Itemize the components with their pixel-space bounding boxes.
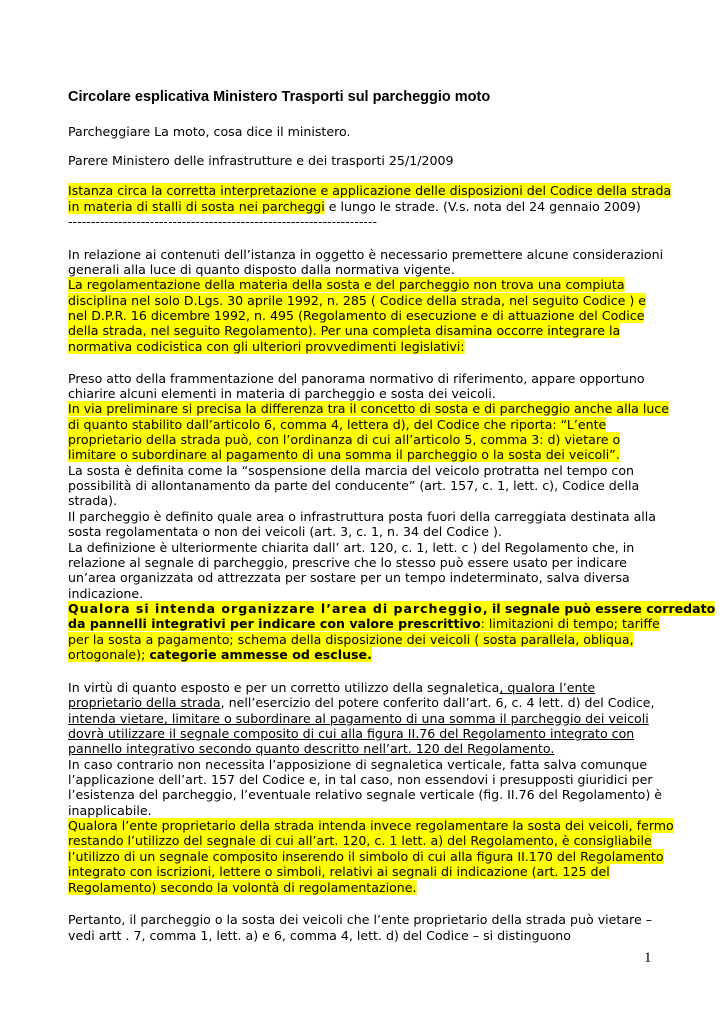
highlighted-text: La regolamentazione della materia della sosta e del parcheggio non trova una compiuta [68, 277, 625, 292]
text-line [68, 371, 645, 386]
text-line [68, 555, 627, 570]
highlighted-text: normativa codicistica con gli ulteriori provvedimenti legislativi: [68, 339, 465, 354]
text-line [68, 695, 654, 710]
text-segment: strada). [68, 493, 118, 508]
text-segment: generali alla luce di quanto disposto dalla normativa vigente. [68, 262, 455, 277]
text-segment: inapplicabile. [68, 803, 152, 818]
text-segment: l’applicazione dell’art. 157 del Codice e, in tal caso, non essendovi i presupposti giuridici per [68, 772, 653, 787]
text-segment: La sosta è definita come la “sospensione della marcia del veicolo protratta nel tempo con [68, 463, 635, 478]
text-line [68, 880, 417, 895]
text-line [68, 247, 663, 262]
text-segment: La definizione è ulteriormente chiarita dall’ art. 120, c. 1, lett. c ) del Regolamento che, in [68, 540, 635, 555]
text-line [68, 632, 634, 647]
text-segment: un’area organizzata od attrezzata per sostare per un tempo indeterminato, salva diversa [68, 570, 630, 585]
text-line [68, 787, 662, 802]
text-line [68, 509, 656, 524]
text-line [68, 772, 653, 787]
text-line [68, 323, 620, 338]
underlined-text: proprietario della strada [68, 695, 221, 710]
underlined-text: pannello integrativo secondo quanto descritto nell’art. 120 del Regolamento. [68, 741, 555, 756]
text-line [68, 570, 630, 585]
text-line [68, 849, 664, 864]
text-segment: In caso contrario non necessita l’apposizione di segnaletica verticale, fatta salva comunque [68, 757, 648, 772]
text-segment: Preso atto della frammentazione del panorama normativo di riferimento, appare opportuno [68, 371, 645, 386]
text-segment: In virtù di quanto esposto e per un corretto utilizzo della segnaletica [68, 680, 500, 695]
text-segment: -------------------------------------------------------------------- [68, 214, 378, 229]
text-segment: chiarire alcuni elementi in materia di parcheggio e sosta dei veicoli. [68, 386, 496, 401]
highlighted-text: limitare o subordinare al pagamento di una somma il parcheggio o la sosta dei veicoli”. [68, 447, 620, 462]
text-segment: vedi artt . 7, comma 1, lett. a) e 6, comma 4, lett. d) del Codice – si distinguono [68, 928, 571, 943]
text-line [68, 726, 634, 741]
underlined-text: dovrà utilizzare il segnale composito di cui alla figura II.76 del Regolamento integrato con [68, 726, 635, 741]
text-line [68, 262, 455, 277]
text-line [68, 401, 669, 416]
highlighted-text: l’utilizzo di un segnale composito inserendo il simbolo di cui alla figura II.170 del Regolamento [68, 849, 664, 864]
text-segment: Parcheggiare La moto, cosa dice il ministero. [68, 124, 351, 139]
highlighted-text: della strada, nel seguito Regolamento). Per una completa disamina occorre integrare la [68, 323, 621, 338]
text-line [68, 493, 117, 508]
text-segment: Parere Ministero delle infrastrutture e dei trasporti 25/1/2009 [68, 153, 454, 168]
text-line [68, 711, 649, 726]
highlighted-text: Qualora si intenda organizzare l’area di parcheggio [68, 601, 483, 616]
text-line [68, 293, 646, 308]
text-line [68, 432, 620, 447]
text-line [68, 647, 372, 662]
highlighted-text: in materia di stalli di sosta nei parcheggi [68, 199, 325, 214]
text-line [68, 463, 634, 478]
text-segment: , nell’esercizio del potere conferito dall’art. 6, c. 4 lett. d) del Codice, [220, 695, 655, 710]
text-line [68, 277, 625, 292]
text-segment: In relazione ai contenuti dell’istanza in oggetto è necessario premettere alcune considerazioni [68, 247, 664, 262]
highlighted-text: da pannelli integrativi per indicare con valore prescrittivo [68, 616, 481, 631]
text-line [68, 586, 143, 601]
text-segment: Pertanto, il parcheggio o la sosta dei veicoli che l’ente proprietario della strada può vietare – [68, 912, 653, 927]
text-segment: Il parcheggio è definito quale area o infrastruttura posta fuori della carreggiata destinata alla [68, 509, 657, 524]
document-title: Circolare esplicativa Ministero Trasporti sul parcheggio moto [68, 89, 491, 105]
text-line [68, 308, 644, 323]
text-line [68, 153, 454, 168]
text-line [68, 757, 647, 772]
highlighted-text: In via preliminare si precisa la differenza tra il concetto di sosta e di parcheggio anche alla luce [68, 401, 669, 416]
text-line [68, 124, 350, 139]
text-segment: relazione al segnale di parcheggio, prescrive che lo stesso può essere usato per indicare [68, 555, 627, 570]
text-line [68, 339, 465, 354]
text-line [68, 199, 641, 214]
highlighted-text: ortogonale); [68, 647, 150, 662]
text-line [68, 741, 554, 756]
highlighted-text: proprietario della strada può, con l’ordinanza di cui all’articolo 5, comma 3: d) vietare o [68, 432, 621, 447]
highlighted-text: restando l’utilizzo del segnale di cui all’art. 120, c. 1 lett. a) del Regolamento, è consigliabile [68, 833, 652, 848]
highlighted-text: per la sosta a pagamento; schema della disposizione dei veicoli ( sosta parallela, obliqua, [68, 632, 634, 647]
highlighted-text: Regolamento) secondo la volontà di regolamentazione. [68, 880, 417, 895]
text-line [68, 524, 502, 539]
highlighted-text: di quanto stabilito dall’articolo 6, comma 4, lettera d), del Codice che riporta: “L’ente [68, 417, 607, 432]
highlighted-text: Qualora l’ente proprietario della strada intenda invece regolamentare la sosta dei veicoli, fermo [68, 818, 674, 833]
highlighted-text: Istanza circa la corretta interpretazione e applicazione delle disposizioni del Codice della strada [68, 183, 672, 198]
text-line [68, 616, 660, 631]
text-line [68, 540, 634, 555]
highlighted-text: , il segnale può essere corredato [482, 601, 716, 616]
text-line [68, 447, 620, 462]
text-line [68, 417, 606, 432]
text-segment: indicazione. [68, 586, 144, 601]
page-number: 1 [644, 950, 652, 966]
text-line [68, 912, 652, 927]
text-line [68, 601, 715, 616]
text-segment: sosta regolamentata o non dei veicoli (art. 3, c. 1, n. 34 del Codice ). [68, 524, 502, 539]
text-line [68, 680, 595, 695]
text-segment: e lungo le strade. (V.s. nota del 24 gennaio 2009) [324, 199, 641, 214]
underlined-text: intenda vietare, limitare o subordinare al pagamento di una somma il parcheggio dei veicoli [68, 711, 649, 726]
highlighted-text: : limitazioni di tempo; tariffe [480, 616, 660, 631]
text-line [68, 833, 652, 848]
highlighted-text: categorie ammesse od escluse. [149, 647, 372, 662]
text-line [68, 214, 377, 229]
highlighted-text: integrato con iscrizioni, lettere o simboli, relativi ai segnali di indicazione (art. 125 del [68, 864, 610, 879]
text-segment: possibilità di allontanamento da parte del conducente” (art. 157, c. 1, lett. c), Codice della [68, 478, 640, 493]
highlighted-text: nel D.P.R. 16 dicembre 1992, n. 495 (Regolamento di esecuzione e di attuazione del Codice [68, 308, 645, 323]
text-line [68, 803, 152, 818]
text-line [68, 386, 496, 401]
text-segment: l’esistenza del parcheggio, l’eventuale relativo segnale verticale (fig. II.76 del Regolamento) è [68, 787, 663, 802]
underlined-text: , qualora l’ente [499, 680, 596, 695]
text-line [68, 478, 639, 493]
highlighted-text: disciplina nel solo D.Lgs. 30 aprile 1992, n. 285 ( Codice della strada, nel seguito Codice ) e [68, 293, 647, 308]
text-line [68, 183, 671, 198]
text-line [68, 818, 674, 833]
text-line [68, 864, 610, 879]
text-line [68, 928, 571, 943]
